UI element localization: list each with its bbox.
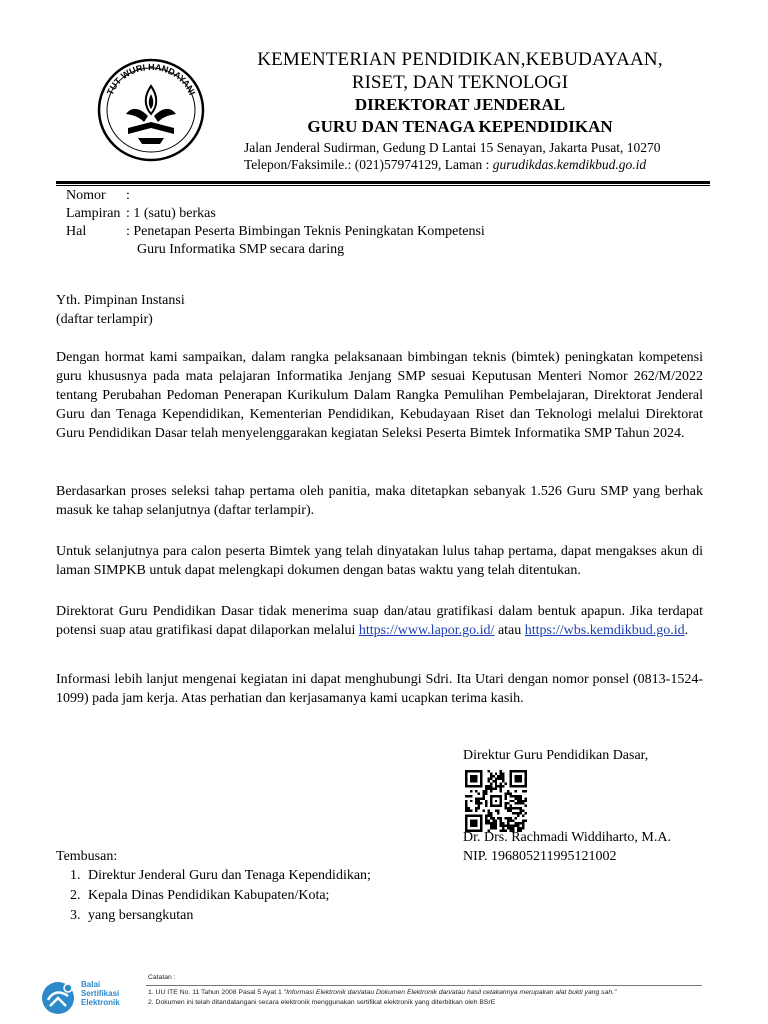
footer-note-1 [148,989,616,996]
meta-hal-label: Hal [66,224,87,239]
tut-wuri-handayani-logo [88,52,214,164]
ministry-name-line1: KEMENTERIAN PENDIDIKAN,KEBUDAYAAN, [257,49,663,70]
tembusan-item-number: 3. [70,908,81,923]
bsre-name [81,980,120,1007]
office-address: Jalan Jenderal Sudirman, Gedung D Lantai 15 Senayan, Jakarta Pusat, 10270 [244,140,661,155]
wbs-link[interactable]: https://wbs.kemdikbud.go.id [524,623,685,638]
bsre-name-line3: Elektronik [81,998,120,1007]
signatory-nip: NIP. 196805211995121002 [463,849,617,864]
body-paragraph-3: Untuk selanjutnya para calon peserta Bimtek yang telah dinyatakan lulus tahap pertama, dapat mengakses akun di laman SIMPKB untuk dapat melengkapi dokumen dengan batas waktu yang telah ditentukan. [56,544,703,578]
meta-lampiran [66,206,216,222]
letterhead-rule-thin [56,185,710,186]
body-paragraph-1: Dengan hormat kami sampaikan, dalam rangka pelaksanaan bimbingan teknis (bimtek) peningkatan kompetensi guru khususnya pada mata pelajaran Informatika Jenjang SMP sesuai Keputusan Menteri Nomor 262/M/2022 tentang Perubahan Pedoman Penerapan Kurikulum Dalam Rangka Pemulihan Pembelajaran, Direktorat Jenderal Guru dan Tenaga Kependidikan, Kementerian Pendidikan, Kebudayaan Riset dan Teknologi melalui Direktorat Guru Pendidikan Dasar telah menyelenggarakan kegiatan Seleksi Peserta Bimtek Informatika SMP Tahun 2024. [56,350,703,441]
addressee-line1: Yth. Pimpinan Instansi [56,293,185,308]
meta-nomor-label: Nomor [66,188,106,203]
contact-website: gurudikdas.kemdikbud.go.id [492,157,647,172]
svg-text:TUT WURI HANDAYANI: TUT WURI HANDAYANI [104,61,198,97]
bsre-name-line1: Balai [81,980,101,989]
link-separator: atau [494,623,525,638]
footer-note-1-quote: "Informasi Elektronik dan/atau Dokumen Elektronik dan/atau hasil cetakannya merupakan alat bukti yang sah." [283,989,617,996]
tembusan-item [70,906,371,926]
bsre-name-line2: Sertifikasi [81,989,120,998]
signatory-title: Direktur Guru Pendidikan Dasar, [463,748,649,763]
tembusan-item-number: 2. [70,888,81,903]
tembusan-item-text: Kepala Dinas Pendidikan Kabupaten/Kota; [88,888,330,903]
footer-notes-label: Catatan : [148,974,176,981]
directorate-general-name: GURU DAN TENAGA KEPENDIDIKAN [307,117,613,136]
meta-hal-value: : Penetapan Peserta Bimbingan Teknis Peningkatan Kompetensi [126,224,485,239]
footer-note-2: 2. Dokumen ini telah ditandatangani secara elektronik menggunakan sertifikat elektronik yang diterbitkan oleh BSrE [148,999,496,1006]
paragraph-end: . [684,623,689,638]
footer-rule [146,985,702,986]
tembusan-item-number: 1. [70,868,81,883]
signatory-name: Dr. Drs. Rachmadi Widdiharto, M.A. [463,830,671,845]
bsre-logo-icon [38,976,78,1016]
tembusan-list [70,866,371,926]
ministry-name-line2: RISET, DAN TEKNOLOGI [351,72,569,93]
addressee-line2: (daftar terlampir) [56,312,153,327]
gratification-notice: Direktorat Guru Pendidikan Dasar tidak menerima suap dan/atau gratifikasi dalam bentuk apapun. Jika terdapat potensi suap atau gratifikasi dapat dilaporkan melalui [56,604,703,638]
signature-qr-code [465,770,527,832]
tembusan-item [70,886,371,906]
tembusan-item [70,866,371,886]
meta-hal-value-continued: Guru Informatika SMP secara daring [137,242,345,257]
tembusan-item-text: Direktur Jenderal Guru dan Tenaga Kependidikan; [88,868,371,883]
office-contact [244,157,646,173]
lapor-link[interactable]: https://www.lapor.go.id/ [358,623,495,638]
meta-lampiran-value: : 1 (satu) berkas [126,206,216,221]
footer-note-1-ref: 1. UU ITE No. 11 Tahun 2008 Pasal 5 Ayat 1 [148,989,284,996]
tembusan-label: Tembusan: [56,849,118,864]
contact-phone: Telepon/Faksimile.: (021)57974129, Laman : [244,157,493,172]
body-paragraph-5: Informasi lebih lanjut mengenai kegiatan ini dapat menghubungi Sdri. Ita Utari dengan nomor ponsel (0813-1524-1099) pada jam kerja. Atas perhatian dan kerjasamanya kami ucapkan terima kasih. [56,672,703,706]
body-paragraph-4 [56,602,703,640]
letterhead-rule-thick [56,181,710,184]
meta-nomor [66,188,130,204]
meta-hal [66,224,485,240]
tembusan-item-text: yang bersangkutan [88,908,194,923]
body-paragraph-2: Berdasarkan proses seleksi tahap pertama oleh panitia, maka ditetapkan sebanyak 1.526 Guru SMP yang berhak masuk ke tahap selanjutnya (daftar terlampir). [56,484,703,518]
meta-nomor-value: : [126,188,130,203]
directorate-general-label: DIREKTORAT JENDERAL [354,95,566,114]
meta-lampiran-label: Lampiran [66,206,121,221]
